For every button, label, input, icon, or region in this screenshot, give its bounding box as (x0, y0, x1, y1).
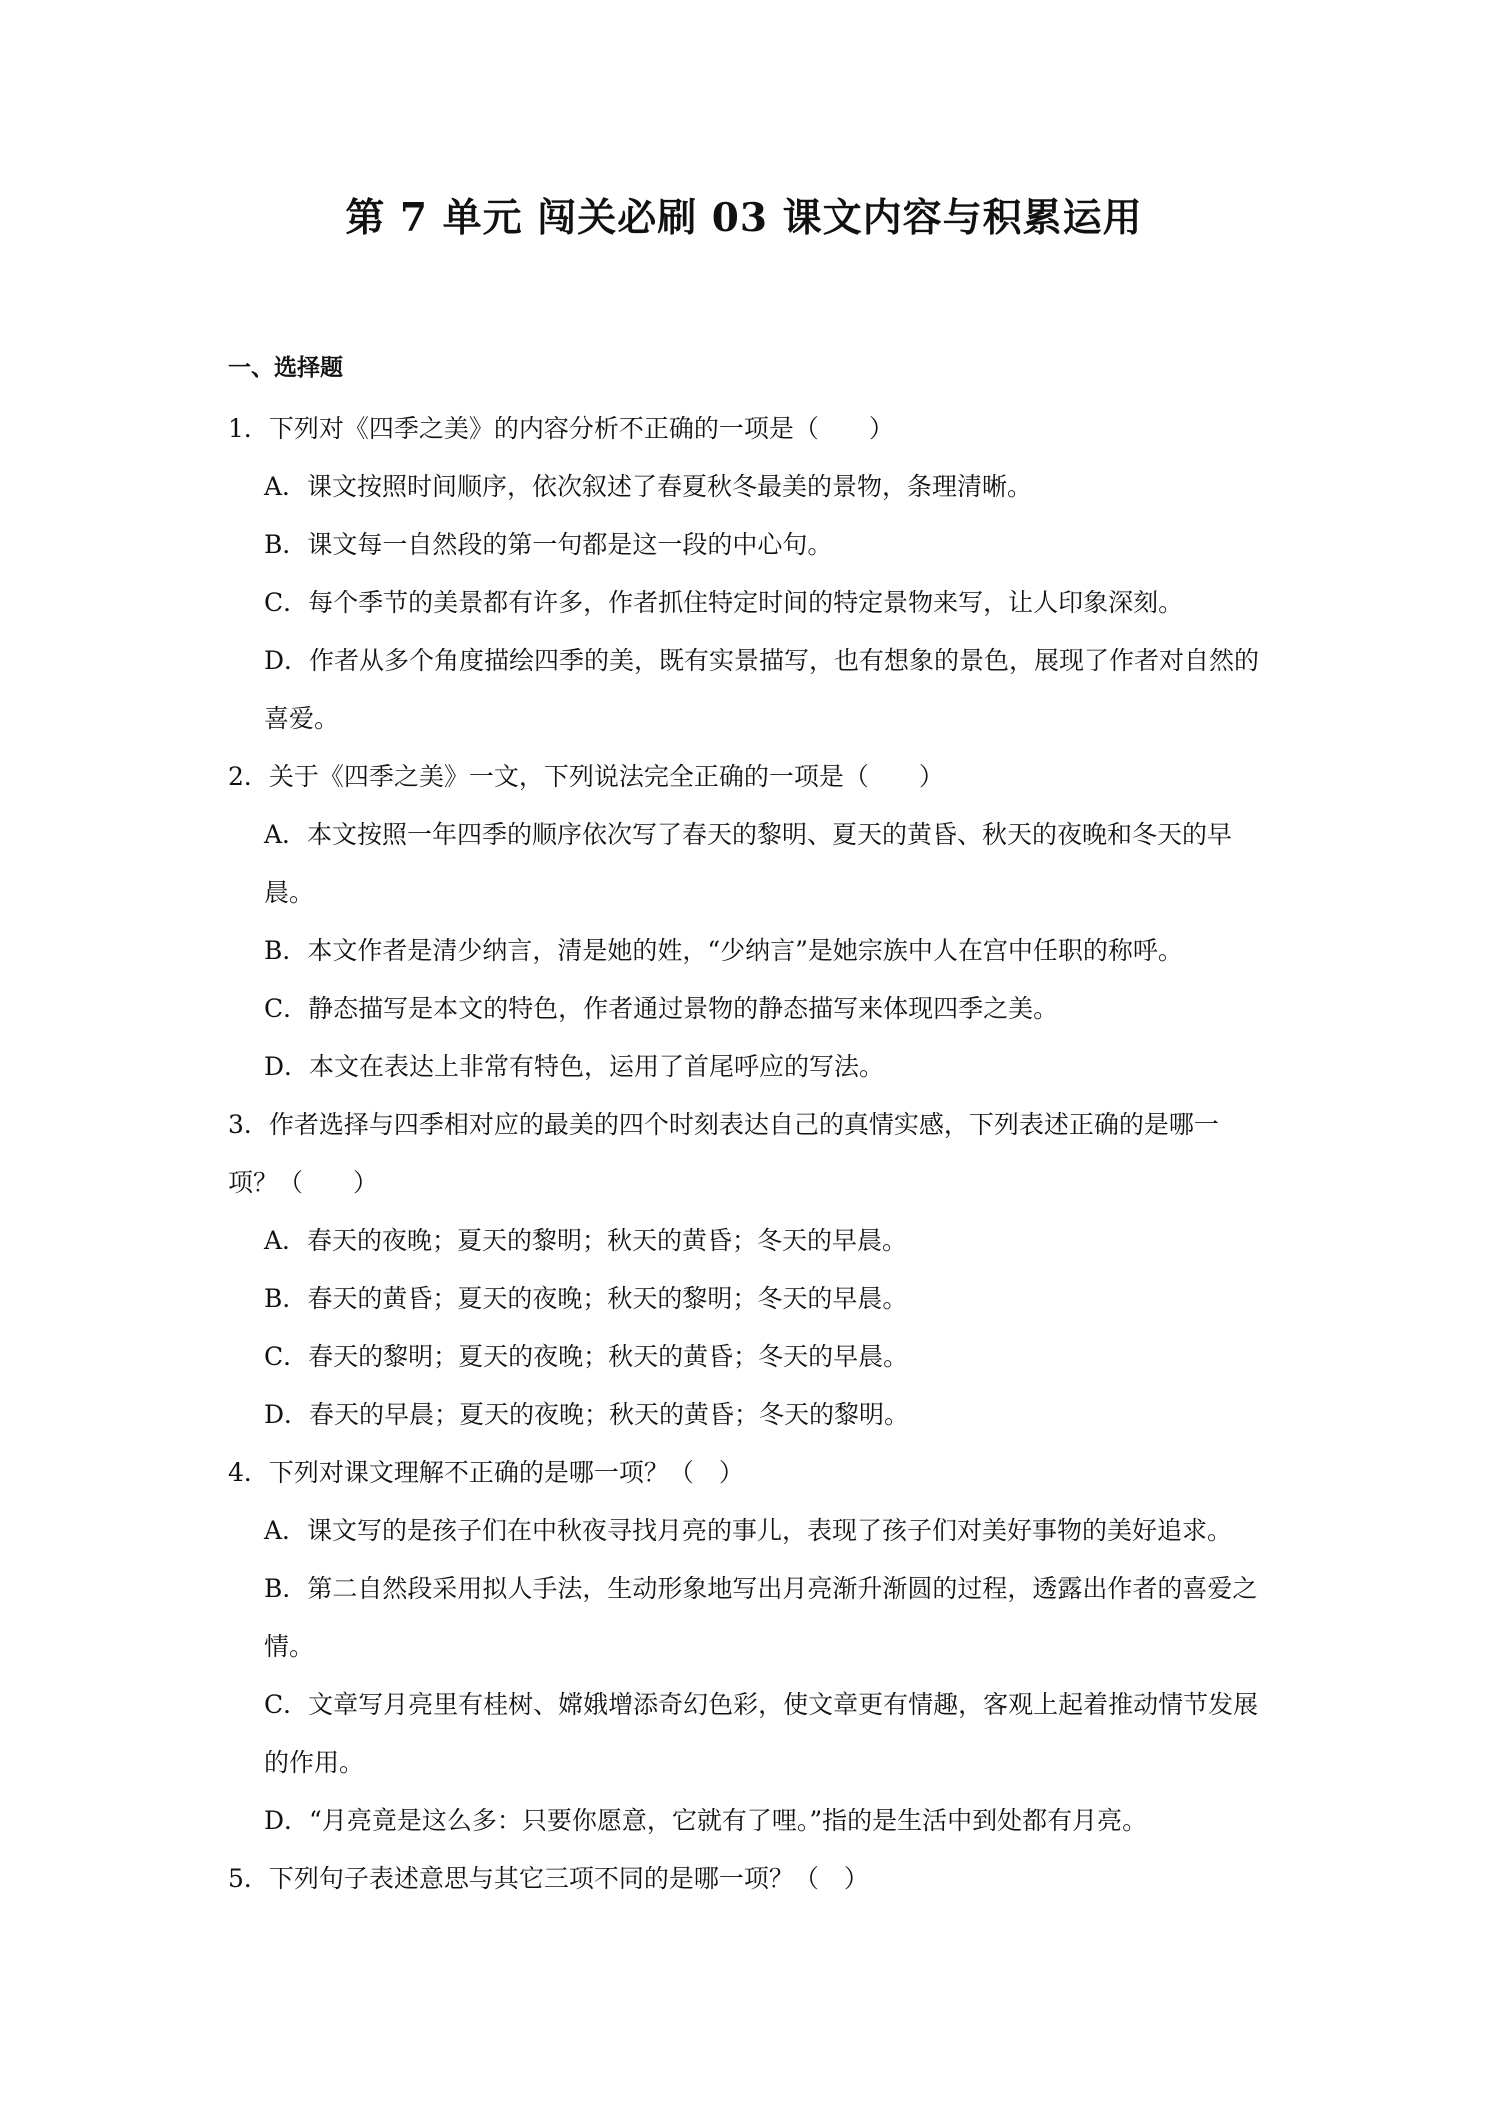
question-list (228, 400, 1268, 1908)
option-a: A．本文按照一年四季的顺序依次写了春天的黎明、夏天的黄昏、秋天的夜晚和冬天的早晨。 (264, 820, 1233, 907)
question-stem: 3．作者选择与四季相对应的最美的四个时刻表达自己的真情实感，下列表述正确的是哪一项？（ ） (228, 1110, 1219, 1197)
question-1 (228, 400, 1268, 748)
option-a: A．课文按照时间顺序，依次叙述了春夏秋冬最美的景物，条理清晰。 (264, 472, 1033, 501)
question-stem: 5．下列句子表述意思与其它三项不同的是哪一项？（ ） (228, 1864, 869, 1893)
page-title: 第 7 单元 闯关必刷 03 课文内容与积累运用 (345, 195, 1143, 241)
option-a: A．课文写的是孩子们在中秋夜寻找月亮的事儿，表现了孩子们对美好事物的美好追求。 (264, 1516, 1233, 1545)
option-b: B．春天的黄昏；夏天的夜晚；秋天的黎明；冬天的早晨。 (264, 1284, 908, 1313)
question-5 (228, 1850, 1268, 1908)
question-4 (228, 1444, 1268, 1850)
question-3 (228, 1096, 1268, 1444)
option-b: B．第二自然段采用拟人手法，生动形象地写出月亮渐升渐圆的过程，透露出作者的喜爱之情。 (264, 1574, 1258, 1661)
option-b: B．本文作者是清少纳言，清是她的姓，“少纳言”是她宗族中人在宫中任职的称呼。 (264, 936, 1183, 965)
option-b: B．课文每一自然段的第一句都是这一段的中心句。 (264, 530, 833, 559)
option-d: D．“月亮竟是这么多：只要你愿意，它就有了哩。”指的是生活中到处都有月亮。 (264, 1806, 1148, 1835)
question-stem: 4．下列对课文理解不正确的是哪一项？（ ） (228, 1458, 744, 1487)
option-c: C．静态描写是本文的特色，作者通过景物的静态描写来体现四季之美。 (264, 994, 1059, 1023)
option-c: C．文章写月亮里有桂树、嫦娥增添奇幻色彩，使文章更有情趣，客观上起着推动情节发展的作用。 (264, 1690, 1259, 1777)
option-a: A．春天的夜晚；夏天的黎明；秋天的黄昏；冬天的早晨。 (264, 1226, 908, 1255)
option-c: C．每个季节的美景都有许多，作者抓住特定时间的特定景物来写，让人印象深刻。 (264, 588, 1184, 617)
option-d: D．作者从多个角度描绘四季的美，既有实景描写，也有想象的景色，展现了作者对自然的喜爱。 (264, 646, 1260, 733)
section-heading: 一、选择题 (228, 354, 343, 381)
option-d: D．春天的早晨；夏天的夜晚；秋天的黄昏；冬天的黎明。 (264, 1400, 910, 1429)
option-d: D．本文在表达上非常有特色，运用了首尾呼应的写法。 (264, 1052, 885, 1081)
question-stem: 2．关于《四季之美》一文，下列说法完全正确的一项是（ ） (228, 762, 944, 791)
question-stem: 1．下列对《四季之美》的内容分析不正确的一项是（ ） (228, 414, 894, 443)
question-2 (228, 748, 1268, 1096)
option-c: C．春天的黎明；夏天的夜晚；秋天的黄昏；冬天的早晨。 (264, 1342, 909, 1371)
